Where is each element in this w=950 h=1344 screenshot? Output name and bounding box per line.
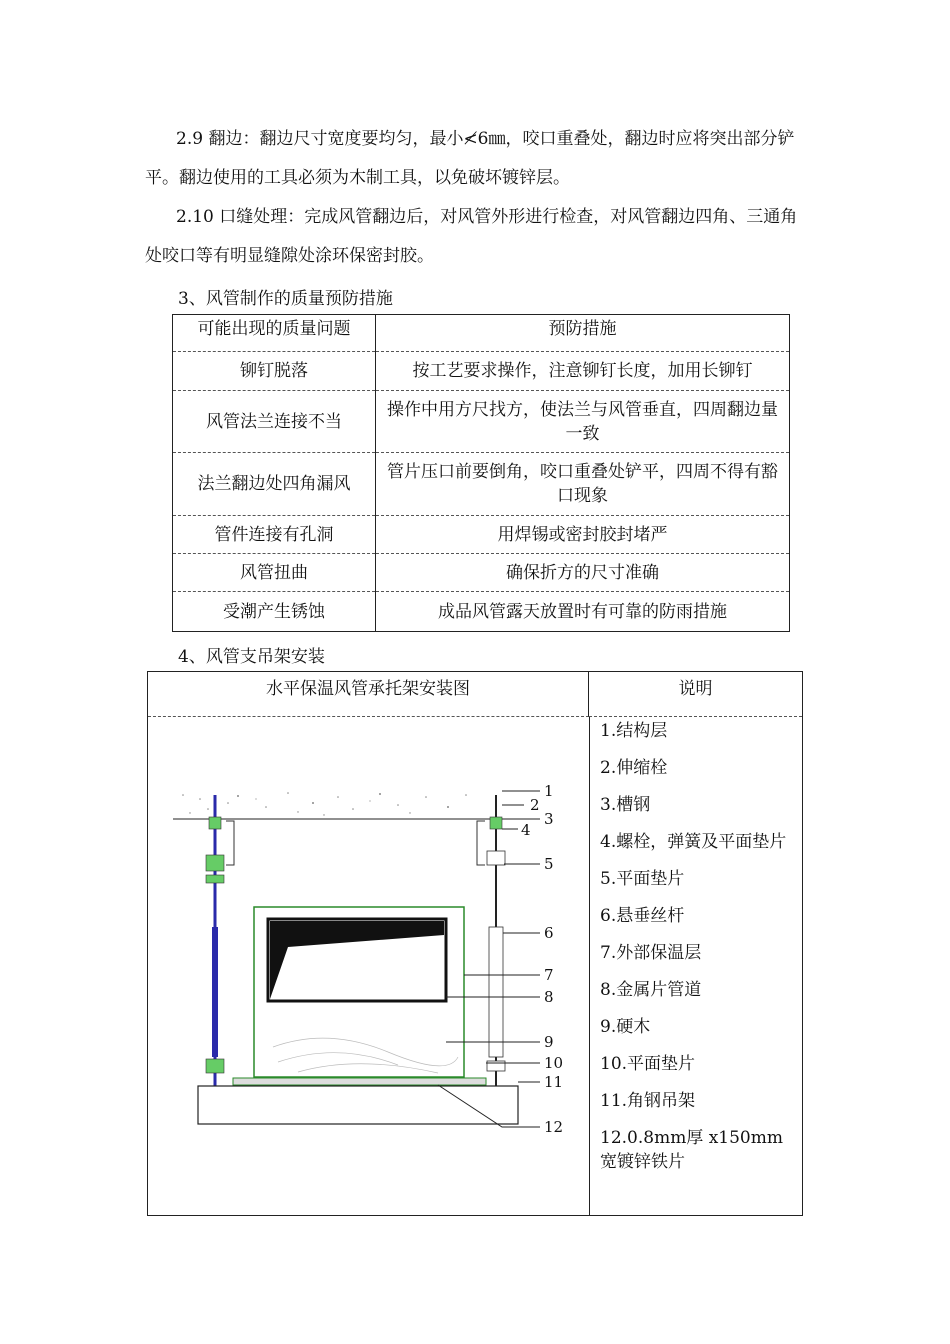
table-row <box>173 592 790 632</box>
table-row <box>173 453 790 516</box>
header-problem: 可能出现的质量问题 <box>173 315 376 352</box>
table-row <box>173 391 790 453</box>
section-4-heading: 4、风管支吊架安装 <box>178 647 325 667</box>
left-hanger <box>206 795 234 1097</box>
callout-4: 4 <box>521 821 531 839</box>
measure-cell: 用焊锡或密封胶封堵严 <box>376 516 790 554</box>
measure-cell: 确保折方的尺寸准确 <box>376 554 790 592</box>
problem-cell: 铆钉脱落 <box>173 352 376 391</box>
diagram-header: 水平保温风管承托架安装图 <box>148 672 589 717</box>
problem-cell: 管件连接有孔洞 <box>173 516 376 554</box>
installation-table <box>147 671 803 1216</box>
notes-header: 说明 <box>589 672 802 717</box>
note-item: 10.平面垫片 <box>600 1054 696 1074</box>
measure-cell: 按工艺要求操作，注意铆钉长度，加用长铆钉 <box>376 352 790 391</box>
support-diagram <box>148 717 589 1217</box>
callout-10: 10 <box>544 1054 564 1072</box>
callout-1: 1 <box>544 782 554 800</box>
callout-7: 7 <box>544 966 554 984</box>
measure-cell: 管片压口前要倒角，咬口重叠处铲平，四周不得有豁口现象 <box>376 453 790 516</box>
problem-cell: 受潮产生锈蚀 <box>173 592 376 632</box>
support-diagram-svg <box>148 717 589 1217</box>
note-item: 9.硬木 <box>600 1017 651 1037</box>
callout-6: 6 <box>544 924 554 942</box>
callout-11: 11 <box>544 1073 564 1091</box>
measure-cell: 成品风管露天放置时有可靠的防雨措施 <box>376 592 790 632</box>
callout-labels <box>521 782 563 1136</box>
measure-cell: 操作中用方尺找方，使法兰与风管垂直，四周翻边量一致 <box>376 391 790 453</box>
note-item: 11.角钢吊架 <box>600 1091 696 1111</box>
callout-8: 8 <box>544 988 554 1006</box>
problem-cell: 风管法兰连接不当 <box>173 391 376 453</box>
column-divider <box>589 717 590 1215</box>
table-row <box>173 516 790 554</box>
quality-prevention-table <box>172 314 790 632</box>
structure-layer <box>173 792 513 819</box>
callout-12: 12 <box>544 1118 564 1136</box>
note-item: 12.0.8mm厚 x150mm宽镀锌铁片 <box>600 1128 783 1172</box>
notes-list <box>600 719 800 1187</box>
note-item: 8.金属片管道 <box>600 980 702 1000</box>
problem-cell: 法兰翻边处四角漏风 <box>173 453 376 516</box>
note-item: 2.伸缩栓 <box>600 758 668 778</box>
problem-cell: 风管扭曲 <box>173 554 376 592</box>
callout-5: 5 <box>544 855 554 873</box>
note-item: 7.外部保温层 <box>600 943 702 963</box>
section-3-heading: 3、风管制作的质量预防措施 <box>178 289 393 309</box>
galvanized-strip <box>233 1078 486 1085</box>
angle-steel-bracket <box>198 1086 518 1124</box>
note-item: 3.槽钢 <box>600 795 651 815</box>
paragraph-2-10: 2.10 口缝处理：完成风管翻边后，对风管外形进行检查，对风管翻边四角、三通角处咬口等有明显缝隙处涂环保密封胶。 <box>145 207 798 266</box>
note-item: 6.悬垂丝杆 <box>600 906 685 926</box>
callout-2: 2 <box>530 796 540 814</box>
table-row <box>173 554 790 592</box>
note-item: 1.结构层 <box>600 721 668 741</box>
right-hanger <box>477 795 505 1105</box>
note-item: 5.平面垫片 <box>600 869 685 889</box>
note-item: 4.螺栓，弹簧及平面垫片 <box>600 832 787 852</box>
table-row <box>173 352 790 391</box>
paragraph-2-9: 2.9 翻边：翻边尺寸宽度要均匀，最小≮6㎜，咬口重叠处，翻边时应将突出部分铲平。翻边使用的工具必须为木制工具，以免破坏镀锌层。 <box>145 129 795 188</box>
metal-duct <box>268 919 446 1001</box>
table-header-row <box>173 315 790 352</box>
callout-9: 9 <box>544 1033 554 1051</box>
header-measure: 预防措施 <box>376 315 790 352</box>
callout-3: 3 <box>544 810 554 828</box>
